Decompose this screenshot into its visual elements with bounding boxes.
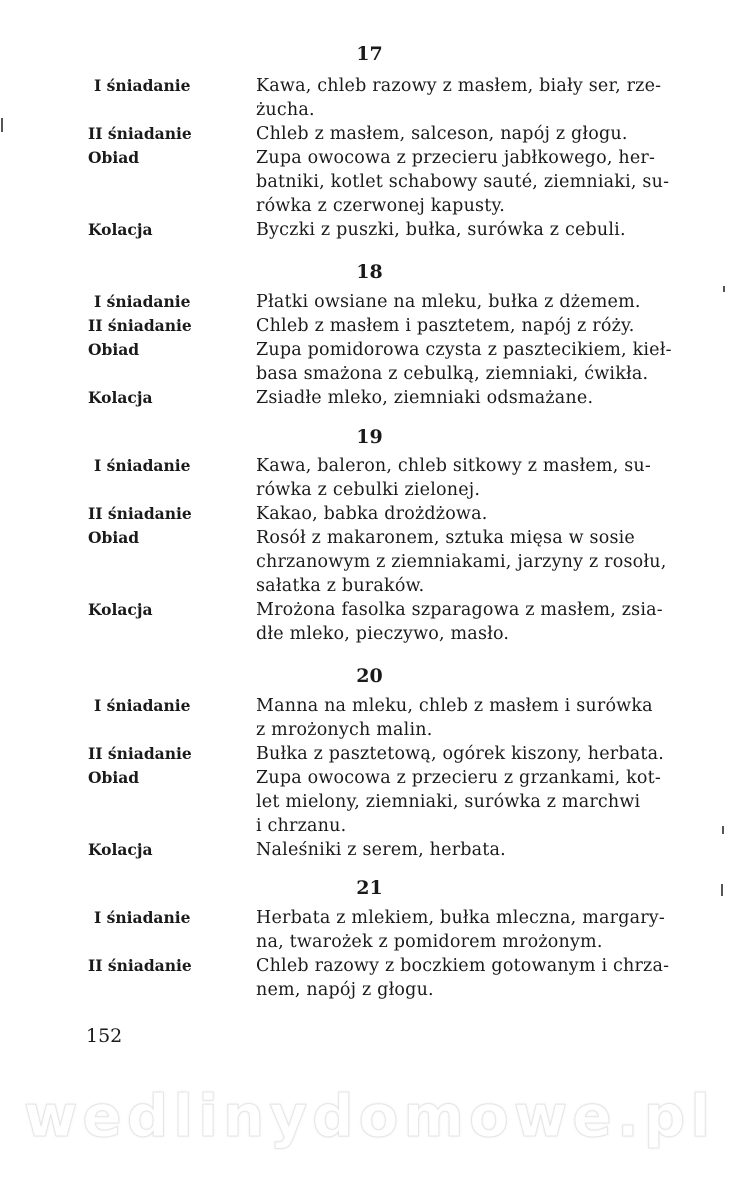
meal-description: [256, 338, 696, 386]
meal-description: [256, 146, 696, 218]
meal-description-line: Rosół z makaronem, sztuka mięsa w sosie: [256, 528, 635, 548]
meal-description-line: z mrożonych malin.: [256, 720, 433, 740]
meal-description: [256, 766, 696, 838]
meal-description-line: let mielony, ziemniaki, surówka z marchwi: [256, 792, 641, 812]
meal-description-line: dłe mleko, pieczywo, masło.: [256, 624, 510, 644]
meal-description: [256, 954, 696, 1002]
scan-speck: [1, 118, 3, 132]
meal-description-line: na, twarożek z pomidorem mrożonym.: [256, 932, 603, 952]
meal-label: II śniadanie: [88, 744, 192, 763]
day-number: 20: [356, 665, 383, 687]
meal-label: I śniadanie: [94, 908, 191, 927]
day-number: 18: [356, 261, 383, 283]
meal-label: I śniadanie: [94, 456, 191, 475]
day-number: 19: [356, 426, 383, 448]
meal-description-line: i chrzanu.: [256, 816, 347, 836]
meal-description-line: Chleb razowy z boczkiem gotowanym i chrza-: [256, 956, 670, 976]
meal-label: II śniadanie: [88, 956, 192, 975]
meal-description-line: Bułka z pasztetową, ogórek kiszony, herbata.: [256, 744, 665, 764]
meal-description-line: żucha.: [256, 100, 315, 120]
meal-description-line: sałatka z buraków.: [256, 576, 425, 596]
meal-description: [256, 906, 696, 954]
meal-label: I śniadanie: [94, 292, 191, 311]
watermark-text: wedlinydomowe.pl: [23, 1082, 716, 1150]
meal-label: II śniadanie: [88, 316, 192, 335]
meal-description: [256, 74, 696, 122]
meal-description-line: Herbata z mlekiem, bułka mleczna, margary-: [256, 908, 665, 928]
meal-description: [256, 502, 696, 526]
meal-label: Kolacja: [88, 220, 153, 239]
meal-label: Kolacja: [88, 388, 153, 407]
meal-label: Obiad: [88, 768, 140, 787]
meal-description-line: batniki, kotlet schabowy sauté, ziemniaki, su-: [256, 172, 670, 192]
meal-description: [256, 218, 696, 242]
meal-label: Kolacja: [88, 600, 153, 619]
meal-description: [256, 694, 696, 742]
meal-description-line: Chleb z masłem i pasztetem, napój z róży.: [256, 316, 635, 336]
meal-description-line: Zupa owocowa z przecieru z grzankami, kot-: [256, 768, 661, 788]
meal-description-line: Zupa owocowa z przecieru jabłkowego, her-: [256, 148, 656, 168]
meal-description-line: nem, napój z głogu.: [256, 980, 434, 1000]
meal-label: Kolacja: [88, 840, 153, 859]
day-number: 21: [356, 877, 383, 899]
meal-description-line: Zupa pomidorowa czysta z pasztecikiem, kieł-: [256, 340, 672, 360]
meal-description-line: rówka z cebulki zielonej.: [256, 480, 481, 500]
meal-description-line: Mrożona fasolka szparagowa z masłem, zsia-: [256, 600, 663, 620]
meal-label: II śniadanie: [88, 504, 192, 523]
scan-speck: [722, 826, 724, 834]
meal-description: [256, 122, 696, 146]
meal-description-line: basa smażona z cebulką, ziemniaki, ćwikła.: [256, 364, 649, 384]
meal-description-line: rówka z czerwonej kapusty.: [256, 196, 505, 216]
scan-speck: [723, 286, 725, 292]
meal-description: [256, 386, 696, 410]
meal-description-line: Kawa, baleron, chleb sitkowy z masłem, su-: [256, 456, 652, 476]
meal-description: [256, 314, 696, 338]
meal-description-line: Kawa, chleb razowy z masłem, biały ser, rze-: [256, 76, 662, 96]
meal-description-line: chrzanowym z ziemniakami, jarzyny z rosołu,: [256, 552, 667, 572]
meal-label: I śniadanie: [94, 76, 191, 95]
meal-description: [256, 742, 696, 766]
meal-description: [256, 838, 696, 862]
meal-description-line: Chleb z masłem, salceson, napój z głogu.: [256, 124, 628, 144]
meal-description-line: Kakao, babka drożdżowa.: [256, 504, 488, 524]
meal-label: II śniadanie: [88, 124, 192, 143]
meal-description-line: Zsiadłe mleko, ziemniaki odsmażane.: [256, 388, 594, 408]
meal-label: Obiad: [88, 148, 140, 167]
meal-label: Obiad: [88, 528, 140, 547]
meal-description-line: Naleśniki z serem, herbata.: [256, 840, 506, 860]
meal-description: [256, 598, 696, 646]
meal-description: [256, 526, 696, 598]
day-number: 17: [356, 43, 383, 65]
meal-description-line: Płatki owsiane na mleku, bułka z dżemem.: [256, 292, 641, 312]
scan-speck: [721, 884, 723, 896]
meal-label: Obiad: [88, 340, 140, 359]
meal-description-line: Byczki z puszki, bułka, surówka z cebuli.: [256, 220, 626, 240]
page-number: 152: [86, 1025, 123, 1047]
meal-description-line: Manna na mleku, chleb z masłem i surówka: [256, 696, 653, 716]
meal-label: I śniadanie: [94, 696, 191, 715]
meal-description: [256, 454, 696, 502]
meal-description: [256, 290, 696, 314]
